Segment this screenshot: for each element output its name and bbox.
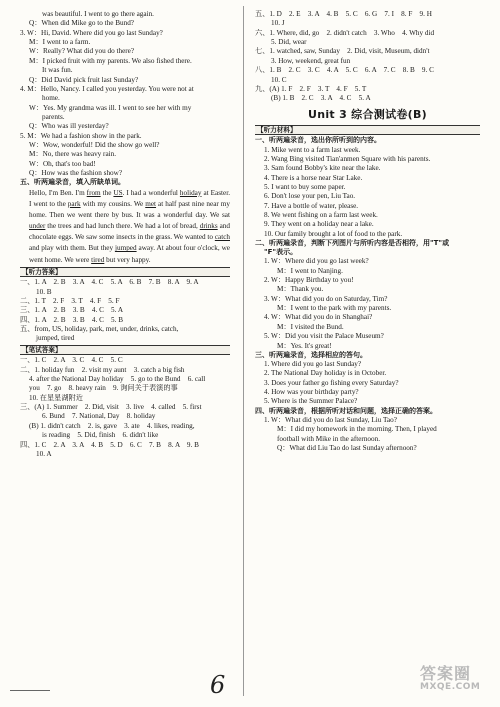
passage-text: Hello, I'm Ben. I'm xyxy=(29,188,87,197)
text-line: 4. W：What did you do in Shanghai? xyxy=(264,313,373,322)
text-line: 四、1. A 2. B 3. B 4. C 5. B xyxy=(20,315,124,324)
text-line: (B) 1. B 2. C 3. A 4. C 5. A xyxy=(271,94,371,103)
text-line: 2. Wang Bing visited Tian'anmen Square with his parents. xyxy=(264,154,431,163)
text-line: 3. Sam found Bobby's kite near the lake. xyxy=(264,164,381,173)
text-line: 一、1. A 2. B 3. A 4. C 5. A 6. B 7. B 8. A 9. A xyxy=(20,278,199,287)
text-line: Q：How was the fashion show? xyxy=(29,169,123,178)
text-line: 4. M：Hello, Nancy. I called you yesterday. You were not at xyxy=(20,84,194,93)
text-line: 4. after the National Day holiday 5. go to the Bund 6. call xyxy=(29,375,206,384)
text-line: 六、1. Where, did, go 2. didn't catch 3. Who 4. Why did xyxy=(255,28,435,37)
text-line: M：I visited the Bund. xyxy=(277,322,344,331)
text-line: Q：Did David pick fruit last Sunday? xyxy=(29,75,139,84)
text-line: 9. They went on a holiday near a lake. xyxy=(264,220,374,229)
text-line: 八、1. B 2. C 3. C 4. A 5. C 6. A 7. C 8. B 9. C xyxy=(255,66,434,75)
text-line: 5. Where is the Summer Palace? xyxy=(264,397,358,406)
text-line: was beautiful. I went to go there again. xyxy=(42,10,154,18)
text-line: 1. Mike went to a farm last week. xyxy=(264,145,361,154)
text-line: 5. M：We had a fashion show in the park. xyxy=(20,131,142,140)
text-line: Q：What did Liu Tao do last Sunday afternoon? xyxy=(277,443,417,452)
text-line: 1. W：What did you do last Sunday, Liu Tao? xyxy=(264,415,397,424)
written-answers-header: 【笔试答案】 xyxy=(20,345,230,356)
section2-title-cont: "F"表示。 xyxy=(264,248,298,257)
text-line: parents. xyxy=(42,112,65,121)
text-line: M：I picked fruit with my parents. We also fished there. xyxy=(29,56,192,65)
filled-blank: holiday xyxy=(179,188,202,197)
text-line: 8. We went fishing on a farm last week. xyxy=(264,211,378,220)
listening-materials-header: 【听力材料】 xyxy=(255,125,480,136)
text-line: 5. I want to buy some paper. xyxy=(264,182,346,191)
filled-blank: met xyxy=(145,199,157,208)
section1-title: 一、听两遍录音，选出你所听到的内容。 xyxy=(255,136,381,145)
text-line: 五、from, US, holiday, park, met, under, drinks, catch, xyxy=(20,325,179,334)
right-top-answers xyxy=(255,10,480,104)
filled-blank: jumped xyxy=(115,244,137,253)
watermark-url: MXQE.COM xyxy=(420,682,481,692)
filled-blank: catch xyxy=(214,233,230,242)
column-divider xyxy=(243,6,244,696)
text-line: 10. Our family brought a lot of food to the park. xyxy=(264,229,403,238)
filled-blank: US xyxy=(113,188,123,197)
text-line: 3. W：What did you do on Saturday, Tim? xyxy=(264,294,388,303)
text-line: 4. How was your birthday party? xyxy=(264,388,359,397)
text-line: jumped, tired xyxy=(36,334,75,343)
text-line: 二、1. T 2. F 3. T 4. F 5. F xyxy=(20,296,120,305)
text-line: 五、1. D 2. E 3. A 4. B 5. C 6. G 7. I 8. F 9. H xyxy=(255,10,432,18)
section4-lines xyxy=(255,416,480,453)
section3-title: 三、听两遍录音，选择相应的答句。 xyxy=(255,350,367,359)
text-line: W：Really? What did you do there? xyxy=(29,47,135,56)
right-column xyxy=(255,10,480,453)
text-line: M：I went to Nanjing. xyxy=(277,266,343,275)
text-line: W：Wow, wonderful! Did the show go well? xyxy=(29,141,160,150)
filled-blank: under xyxy=(29,222,46,231)
text-line: 四、1. C 2. A 3. A 4. B 5. D 6. C 7. B 8. A 9. B xyxy=(20,440,199,449)
text-line: 6. Don't lose your pen, Liu Tao. xyxy=(264,192,356,201)
text-line: 2. The National Day holiday is in October. xyxy=(264,369,387,378)
text-line: M：I did my homework in the morning. Then, I played xyxy=(277,425,437,434)
text-line: 10. 在星星湖附近 xyxy=(29,393,83,402)
text-line: 二、1. holiday fun 2. visit my aunt 3. catch a big fish xyxy=(20,365,185,374)
section2-title: 二、听两遍录音，判断下列图片与所听内容是否相符，用"T"或 xyxy=(255,239,450,248)
listening-answers-header: 【听力答案】 xyxy=(20,267,230,278)
text-line: M：Yes. It's great! xyxy=(277,341,332,350)
text-line: 5. W：Did you visit the Palace Museum? xyxy=(264,332,384,341)
text-line: 10. C xyxy=(271,75,287,84)
text-line: 10. B xyxy=(36,287,52,296)
section5-title: 五、听两遍录音，填入所缺单词。 xyxy=(20,178,125,187)
section1-lines xyxy=(255,146,480,240)
text-line: (B) 1. didn't catch 2. is, gave 3. ate 4. likes, reading, xyxy=(29,421,195,430)
passage-text: at half past nine near my home. Then we went there by bus. It was a wonderful day. We sat xyxy=(29,199,230,219)
text-line: W：Yes. My grandma was ill. I went to see her with my xyxy=(29,103,192,112)
filled-blank: tired xyxy=(91,255,105,264)
passage-text: . I had a wonderful xyxy=(122,188,180,197)
text-line: you 7. go 8. heavy rain 9. 询问关于表演的事 xyxy=(29,384,178,393)
passage-text: at Easter. I went to the xyxy=(29,188,230,208)
text-line: M：I went to a farm. xyxy=(29,38,91,47)
text-line: Q：Who was ill yesterday? xyxy=(29,122,109,131)
section3-lines xyxy=(255,360,480,407)
footer-line xyxy=(10,690,50,691)
passage-text: with my cousins. We xyxy=(80,199,146,208)
text-line: M：No, there was heavy rain. xyxy=(29,150,117,159)
passage-text: and chocolate eggs. We saw some insects in the grass. We wanted to xyxy=(29,222,230,242)
passage-text: but very happy. xyxy=(104,255,151,264)
text-line: 一、1. C 2. A 3. C 4. C 5. C xyxy=(20,356,123,365)
watermark-logo xyxy=(420,666,498,704)
fill-in-passage xyxy=(20,188,230,266)
text-line: 1. Where did you go last Sunday? xyxy=(264,360,362,369)
text-line: 三、(A) 1. Summer 2. Did, visit 3. live 4. called 5. first xyxy=(20,403,202,412)
filled-blank: from xyxy=(86,188,101,197)
text-line: 九、(A) 1. F 2. F 3. T 4. F 5. T xyxy=(255,84,367,93)
text-line: 3. W：Hi, David. Where did you go last Sunday? xyxy=(20,28,163,37)
page-number: 6 xyxy=(210,671,226,699)
filled-blank: park xyxy=(67,199,81,208)
text-line: 4. There is a horse near Star Lake. xyxy=(264,173,363,182)
text-line: is reading 5. Did, finish 6. didn't like xyxy=(42,431,159,440)
text-line: 3. How, weekend, great fun xyxy=(271,56,351,65)
left-column xyxy=(20,10,230,459)
text-line: 三、1. A 2. B 3. B 4. C 5. A xyxy=(20,306,124,315)
listening-answers xyxy=(20,278,230,344)
left-top-dialogues xyxy=(20,10,230,178)
filled-blank: drinks xyxy=(199,222,218,231)
text-line: 七、1. watched, saw, Sunday 2. Did, visit, Museum, didn't xyxy=(255,47,430,56)
text-line: Q：When did Mike go to the Bund? xyxy=(29,19,135,28)
passage-text: away. At about four o'clock, we went home. We were xyxy=(29,244,230,264)
section2-lines xyxy=(255,257,480,351)
passage-text: the trees and had lunch there. We had a lot of bread, xyxy=(45,222,200,231)
passage-text: the xyxy=(100,188,114,197)
written-answers xyxy=(20,356,230,459)
watermark-text: 答案圈 xyxy=(420,664,472,683)
passage-text: and play with them. But they xyxy=(29,244,116,253)
text-line: 1. W：Where did you go last week? xyxy=(264,257,369,266)
text-line: W：Oh, that's too bad! xyxy=(29,159,96,168)
text-line: 6. Bund 7. National, Day 8. holiday xyxy=(42,412,156,421)
text-line: football with Mike in the afternoon. xyxy=(277,434,380,443)
text-line: 7. Have a bottle of water, please. xyxy=(264,201,359,210)
text-line: 10. J xyxy=(271,19,285,28)
text-line: 3. Does your father go fishing every Saturday? xyxy=(264,378,399,387)
text-line: 2. W：Happy Birthday to you! xyxy=(264,276,354,285)
text-line: M：I went to the park with my parents. xyxy=(277,304,392,313)
section4-title: 四、听两遍录音，根据所听对话和问题，选择正确的答案。 xyxy=(255,406,437,415)
text-line: 5. Did, wear xyxy=(271,38,307,47)
text-line: 10. A xyxy=(36,449,52,458)
text-line: home. xyxy=(42,94,60,103)
text-line: It was fun. xyxy=(42,66,73,75)
text-line: M：Thank you. xyxy=(277,285,324,294)
unit-title: Unit 3 综合测试卷(B) xyxy=(307,107,428,121)
